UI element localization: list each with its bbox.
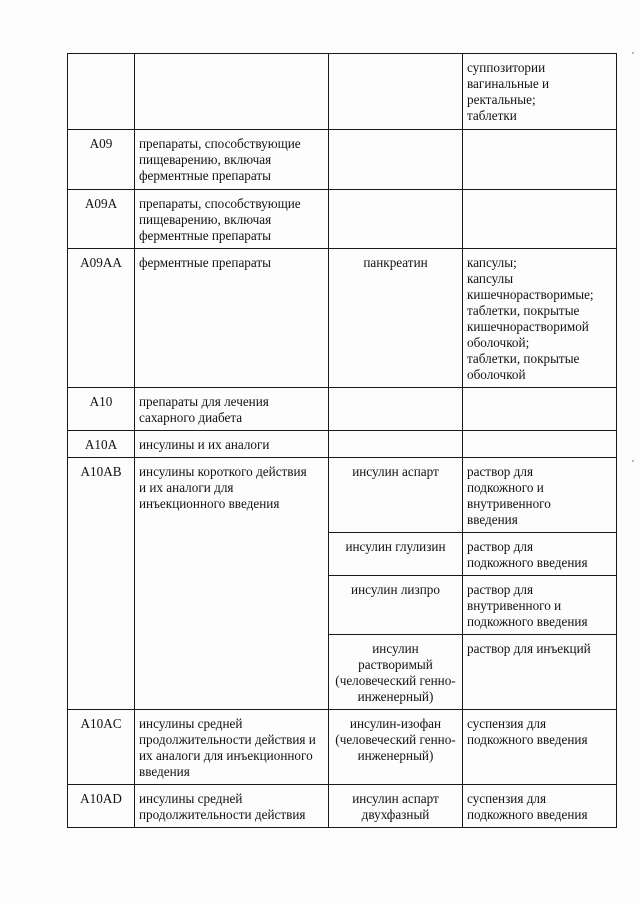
atc-code-cell: A10A: [68, 431, 135, 458]
group-name-cell: инсулины и их аналоги: [135, 431, 329, 458]
group-name-cell: [135, 54, 329, 130]
dosage-form-cell: раствор для инъекций: [463, 635, 617, 710]
table-row: [68, 710, 617, 785]
dosage-form-cell: [463, 431, 617, 458]
drug-list-table: [67, 53, 617, 828]
table-row: [68, 249, 617, 388]
dosage-form-cell: [463, 388, 617, 431]
dosage-form-cell: раствор для подкожного и внутривенного введения: [463, 458, 617, 533]
drug-name-cell: инсулин растворимый (человеческий генно- инженерный): [329, 635, 463, 710]
group-name-cell: препараты для лечения сахарного диабета: [135, 388, 329, 431]
drug-name-cell: инсулин аспарт: [329, 458, 463, 533]
dosage-form-cell: суспензия для подкожного введения: [463, 785, 617, 828]
table-row: [68, 785, 617, 828]
atc-code-cell: A09AA: [68, 249, 135, 388]
group-name-cell: препараты, способствующие пищеварению, включая ферментные препараты: [135, 130, 329, 190]
group-name-cell: инсулины средней продолжительности действия: [135, 785, 329, 828]
dosage-form-cell: раствор для подкожного введения: [463, 533, 617, 576]
group-name-cell: инсулины короткого действия и их аналоги для инъекционного введения: [135, 458, 329, 710]
drug-name-cell: [329, 190, 463, 249]
atc-code-cell: A10: [68, 388, 135, 431]
table-row: [68, 130, 617, 190]
drug-name-cell: [329, 388, 463, 431]
atc-code-cell: A10AB: [68, 458, 135, 710]
table-row: [68, 54, 617, 130]
dosage-form-cell: [463, 190, 617, 249]
drug-name-cell: инсулин глулизин: [329, 533, 463, 576]
atc-code-cell: A09A: [68, 190, 135, 249]
group-name-cell: ферментные препараты: [135, 249, 329, 388]
atc-code-cell: [68, 54, 135, 130]
group-name-cell: инсулины средней продолжительности действия и их аналоги для инъекционного введения: [135, 710, 329, 785]
dosage-form-cell: суспензия для подкожного введения: [463, 710, 617, 785]
dosage-form-cell: капсулы; капсулы кишечнорастворимые; таблетки, покрытые кишечнорастворимой оболочкой; таблетки, покрытые оболочкой: [463, 249, 617, 388]
scan-speck: [632, 52, 634, 54]
scan-speck: [632, 460, 634, 462]
table-row: [68, 388, 617, 431]
dosage-form-cell: суппозитории вагинальные и ректальные; таблетки: [463, 54, 617, 130]
group-name-cell: препараты, способствующие пищеварению, включая ферментные препараты: [135, 190, 329, 249]
dosage-form-cell: раствор для внутривенного и подкожного введения: [463, 576, 617, 635]
drug-name-cell: [329, 130, 463, 190]
atc-code-cell: A09: [68, 130, 135, 190]
table-row: [68, 190, 617, 249]
drug-name-cell: [329, 431, 463, 458]
drug-name-cell: инсулин-изофан (человеческий генно- инженерный): [329, 710, 463, 785]
table-row: [68, 458, 617, 533]
drug-name-cell: инсулин лизпро: [329, 576, 463, 635]
drug-name-cell: инсулин аспарт двухфазный: [329, 785, 463, 828]
table-row: [68, 431, 617, 458]
dosage-form-cell: [463, 130, 617, 190]
drug-name-cell: [329, 54, 463, 130]
drug-name-cell: панкреатин: [329, 249, 463, 388]
atc-code-cell: A10AC: [68, 710, 135, 785]
atc-code-cell: A10AD: [68, 785, 135, 828]
